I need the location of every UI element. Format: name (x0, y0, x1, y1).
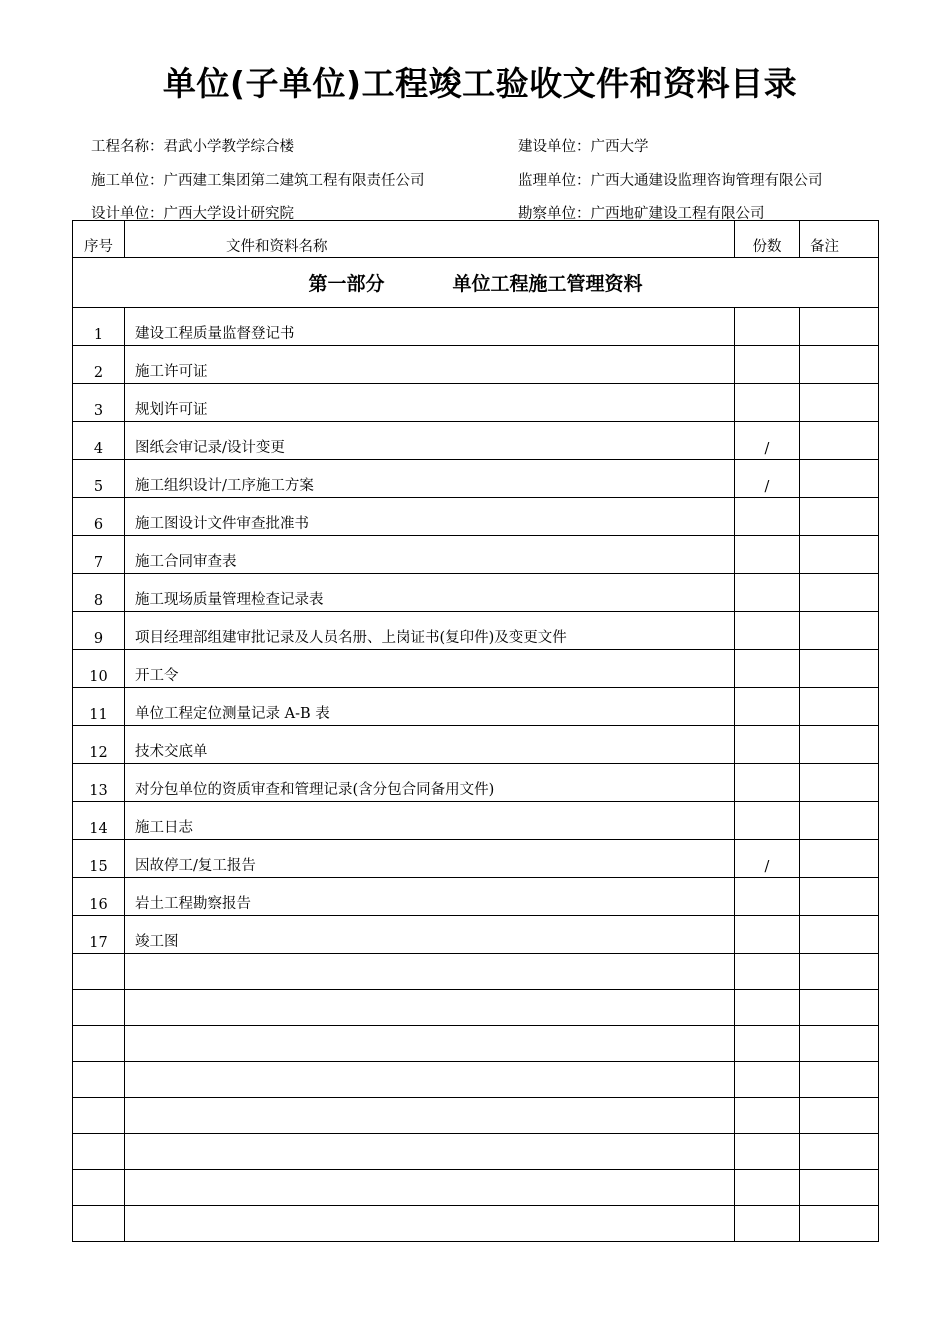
meta-value: 广西大学 (590, 139, 649, 155)
table-row (73, 764, 879, 802)
cell-name: 建设工程质量监督登记书 (125, 308, 735, 346)
cell-copies (735, 764, 800, 802)
blank-row (73, 1098, 879, 1134)
cell-no: 9 (73, 612, 125, 650)
cell-name: 施工组织设计/工序施工方案 (125, 460, 735, 498)
blank-cell (735, 1026, 800, 1062)
cell-no: 10 (73, 650, 125, 688)
cell-copies: / (735, 422, 800, 460)
cell-notes (800, 916, 879, 954)
blank-cell (800, 1026, 879, 1062)
document-list-table (72, 220, 879, 1242)
cell-copies (735, 650, 800, 688)
blank-cell (125, 1062, 735, 1098)
cell-name: 岩土工程勘察报告 (125, 878, 735, 916)
cell-notes (800, 498, 879, 536)
meta-label: 监理单位： (518, 173, 591, 189)
cell-notes (800, 840, 879, 878)
meta-project-name (91, 135, 294, 156)
section-name: 单位工程施工管理资料 (452, 273, 643, 295)
blank-cell (73, 954, 125, 990)
meta-label: 工程名称： (91, 139, 164, 155)
blank-cell (800, 1062, 879, 1098)
cell-notes (800, 612, 879, 650)
table-row (73, 384, 879, 422)
cell-copies (735, 726, 800, 764)
cell-copies (735, 384, 800, 422)
cell-copies (735, 308, 800, 346)
header-notes: 备注 (800, 221, 879, 258)
table-row (73, 802, 879, 840)
table-row (73, 460, 879, 498)
blank-row (73, 1026, 879, 1062)
blank-row (73, 990, 879, 1026)
cell-name: 施工许可证 (125, 346, 735, 384)
blank-cell (73, 1134, 125, 1170)
meta-label: 建设单位： (518, 139, 591, 155)
cell-no: 7 (73, 536, 125, 574)
cell-copies (735, 498, 800, 536)
blank-cell (125, 954, 735, 990)
cell-notes (800, 688, 879, 726)
blank-cell (73, 1170, 125, 1206)
blank-cell (800, 1098, 879, 1134)
blank-cell (800, 1206, 879, 1242)
blank-cell (125, 1026, 735, 1062)
blank-cell (735, 1170, 800, 1206)
meta-construction-unit (91, 169, 425, 190)
blank-row (73, 1062, 879, 1098)
section-row (73, 258, 879, 308)
blank-row (73, 1170, 879, 1206)
meta-value: 广西建工集团第二建筑工程有限责任公司 (163, 173, 425, 189)
cell-notes (800, 422, 879, 460)
meta-builder-unit (518, 135, 649, 156)
blank-cell (125, 1134, 735, 1170)
meta-supervision-unit (518, 169, 823, 190)
blank-cell (735, 1098, 800, 1134)
cell-name: 施工图设计文件审查批准书 (125, 498, 735, 536)
cell-name: 图纸会审记录/设计变更 (125, 422, 735, 460)
cell-copies: / (735, 460, 800, 498)
cell-copies (735, 536, 800, 574)
blank-cell (73, 1026, 125, 1062)
cell-copies (735, 612, 800, 650)
blank-cell (125, 1098, 735, 1134)
blank-cell (735, 1134, 800, 1170)
header-copies: 份数 (735, 221, 800, 258)
cell-notes (800, 460, 879, 498)
blank-cell (73, 1206, 125, 1242)
blank-cell (735, 1206, 800, 1242)
table-row (73, 574, 879, 612)
blank-cell (125, 1170, 735, 1206)
cell-name: 单位工程定位测量记录 A-B 表 (125, 688, 735, 726)
cell-notes (800, 802, 879, 840)
section-part: 第一部分 (308, 273, 385, 295)
cell-name: 项目经理部组建审批记录及人员名册、上岗证书(复印件)及变更文件 (125, 612, 735, 650)
cell-name: 规划许可证 (125, 384, 735, 422)
cell-name: 竣工图 (125, 916, 735, 954)
cell-name: 对分包单位的资质审查和管理记录(含分包合同备用文件) (125, 764, 735, 802)
cell-no: 14 (73, 802, 125, 840)
table-row (73, 308, 879, 346)
cell-copies (735, 802, 800, 840)
cell-name: 施工现场质量管理检查记录表 (125, 574, 735, 612)
cell-no: 16 (73, 878, 125, 916)
blank-cell (735, 1062, 800, 1098)
table-row (73, 612, 879, 650)
blank-cell (800, 1170, 879, 1206)
cell-copies (735, 878, 800, 916)
cell-no: 6 (73, 498, 125, 536)
cell-no: 17 (73, 916, 125, 954)
cell-copies (735, 574, 800, 612)
cell-copies (735, 346, 800, 384)
meta-value: 广西地矿建设工程有限公司 (590, 206, 765, 222)
cell-notes (800, 764, 879, 802)
blank-cell (735, 954, 800, 990)
blank-cell (800, 954, 879, 990)
cell-copies (735, 916, 800, 954)
table-row (73, 346, 879, 384)
cell-no: 8 (73, 574, 125, 612)
meta-value: 广西大学设计研究院 (163, 206, 294, 222)
table-row (73, 840, 879, 878)
table-row (73, 688, 879, 726)
table-row (73, 536, 879, 574)
blank-cell (73, 1062, 125, 1098)
cell-no: 3 (73, 384, 125, 422)
cell-notes (800, 878, 879, 916)
cell-copies (735, 688, 800, 726)
meta-label: 设计单位： (91, 206, 164, 222)
cell-copies: / (735, 840, 800, 878)
blank-cell (73, 1098, 125, 1134)
cell-notes (800, 384, 879, 422)
table-row (73, 650, 879, 688)
blank-cell (125, 1206, 735, 1242)
blank-row (73, 1206, 879, 1242)
blank-row (73, 1134, 879, 1170)
cell-no: 4 (73, 422, 125, 460)
table-row (73, 726, 879, 764)
document-title: 单位(子单位)工程竣工验收文件和资料目录 (162, 64, 798, 103)
table-row (73, 498, 879, 536)
cell-notes (800, 346, 879, 384)
cell-notes (800, 308, 879, 346)
blank-cell (125, 990, 735, 1026)
table-row (73, 422, 879, 460)
meta-value: 广西大通建设监理咨询管理有限公司 (590, 173, 823, 189)
blank-cell (800, 990, 879, 1026)
section-title (73, 258, 879, 308)
cell-name: 技术交底单 (125, 726, 735, 764)
cell-notes (800, 574, 879, 612)
meta-label: 勘察单位： (518, 206, 591, 222)
cell-notes (800, 650, 879, 688)
header-name: 文件和资料名称 (125, 221, 735, 258)
cell-notes (800, 536, 879, 574)
cell-no: 5 (73, 460, 125, 498)
cell-name: 开工令 (125, 650, 735, 688)
table-header-row (73, 221, 879, 258)
blank-cell (800, 1134, 879, 1170)
cell-name: 因故停工/复工报告 (125, 840, 735, 878)
blank-row (73, 954, 879, 990)
blank-cell (73, 990, 125, 1026)
cell-no: 1 (73, 308, 125, 346)
cell-no: 15 (73, 840, 125, 878)
cell-no: 13 (73, 764, 125, 802)
blank-cell (735, 990, 800, 1026)
cell-notes (800, 726, 879, 764)
meta-value: 君武小学教学综合楼 (163, 139, 294, 155)
table-row (73, 916, 879, 954)
table-row (73, 878, 879, 916)
cell-name: 施工合同审查表 (125, 536, 735, 574)
meta-label: 施工单位： (91, 173, 164, 189)
header-no: 序号 (73, 221, 125, 258)
cell-no: 2 (73, 346, 125, 384)
cell-name: 施工日志 (125, 802, 735, 840)
cell-no: 12 (73, 726, 125, 764)
cell-no: 11 (73, 688, 125, 726)
